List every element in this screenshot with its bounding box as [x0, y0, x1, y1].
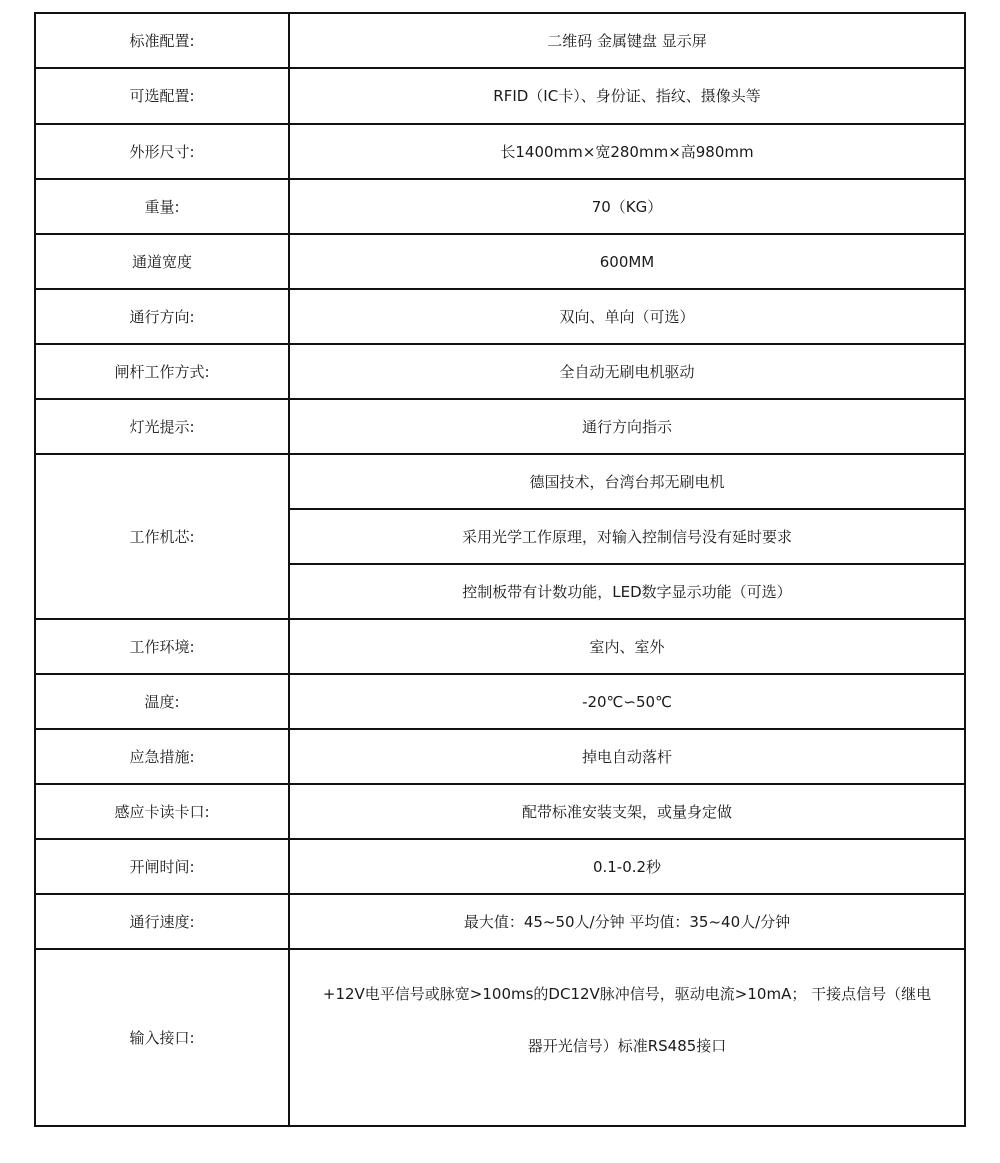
row-value: 配带标准安装支架，或量身定做: [289, 784, 965, 839]
table-row: [35, 234, 965, 289]
table-row: [35, 179, 965, 234]
row-value: RFID（IC卡）、身份证、指纹、摄像头等: [289, 68, 965, 124]
row-label: 灯光提示:: [35, 399, 289, 454]
table-row: [35, 894, 965, 949]
row-label: 标准配置:: [35, 13, 289, 68]
row-label: 感应卡读卡口:: [35, 784, 289, 839]
table-row: [35, 729, 965, 784]
table-row: [35, 784, 965, 839]
table-row: [35, 619, 965, 674]
row-label: 外形尺寸:: [35, 124, 289, 179]
row-value: 最大值：45~50人/分钟 平均值：35~40人/分钟: [289, 894, 965, 949]
table-row: [35, 839, 965, 894]
row-value: [289, 949, 965, 1126]
row-label: 输入接口:: [35, 949, 289, 1126]
row-value: -20℃∽50℃: [289, 674, 965, 729]
row-value: 德国技术，台湾台邦无刷电机: [289, 454, 965, 509]
row-label: 通行速度:: [35, 894, 289, 949]
row-label: 可选配置:: [35, 68, 289, 124]
table-row: [35, 68, 965, 124]
row-value: 二维码 金属键盘 显示屏: [289, 13, 965, 68]
table-row: [35, 13, 965, 68]
table-row: [35, 124, 965, 179]
table-row: [35, 949, 965, 1126]
row-value: 控制板带有计数功能，LED数字显示功能（可选）: [289, 564, 965, 619]
table-row: [35, 674, 965, 729]
row-value: 全自动无刷电机驱动: [289, 344, 965, 399]
row-label: 工作机芯:: [35, 454, 289, 619]
row-label: 温度:: [35, 674, 289, 729]
row-value-line-2: 器开光信号）标准RS485接口: [527, 1037, 727, 1055]
row-value: 600MM: [289, 234, 965, 289]
row-value: 70（KG）: [289, 179, 965, 234]
row-value: 通行方向指示: [289, 399, 965, 454]
row-value: 采用光学工作原理，对输入控制信号没有延时要求: [289, 509, 965, 564]
row-label: 工作环境:: [35, 619, 289, 674]
table-row: [35, 454, 965, 509]
row-value: 室内、室外: [289, 619, 965, 674]
row-value: 双向、单向（可选）: [289, 289, 965, 344]
table-row: [35, 399, 965, 454]
row-label: 开闸时间:: [35, 839, 289, 894]
row-label: 重量:: [35, 179, 289, 234]
row-label: 通道宽度: [35, 234, 289, 289]
table-row: [35, 344, 965, 399]
table-row: [35, 289, 965, 344]
row-value: 掉电自动落杆: [289, 729, 965, 784]
row-label: 应急措施:: [35, 729, 289, 784]
row-value-line-1: +12V电平信号或脉宽>100ms的DC12V脉冲信号，驱动电流>10mA； 干接点信号（继电: [322, 985, 932, 1003]
row-label: 通行方向:: [35, 289, 289, 344]
row-value: 0.1-0.2秒: [289, 839, 965, 894]
spec-table: [34, 12, 966, 1127]
row-label: 闸杆工作方式:: [35, 344, 289, 399]
row-value: 长1400mm×宽280mm×高980mm: [289, 124, 965, 179]
